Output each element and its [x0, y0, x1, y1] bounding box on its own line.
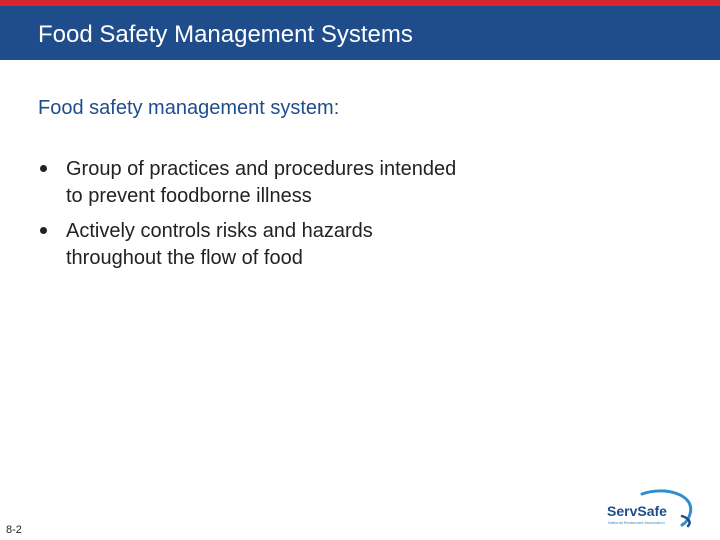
logo-wordmark: ServSafe — [607, 503, 667, 519]
bullet-item — [38, 156, 458, 209]
bullet-item — [38, 218, 458, 271]
bullet-list — [38, 156, 458, 280]
bullet-dot — [40, 165, 47, 172]
section-heading: Food safety management system: — [38, 97, 340, 119]
slide-number: 8-2 — [6, 524, 22, 536]
bullet-dot — [40, 227, 47, 234]
servsafe-logo — [604, 488, 698, 532]
servsafe-logo-icon — [604, 488, 698, 532]
bullet-text: Group of practices and procedures intended to prevent foodborne illness — [66, 158, 457, 207]
title-bar — [0, 6, 720, 60]
logo-tagline: National Restaurant Association — [608, 520, 665, 525]
bullet-text: Actively controls risks and hazards throughout the flow of food — [66, 220, 373, 269]
slide-title: Food Safety Management Systems — [38, 21, 413, 48]
